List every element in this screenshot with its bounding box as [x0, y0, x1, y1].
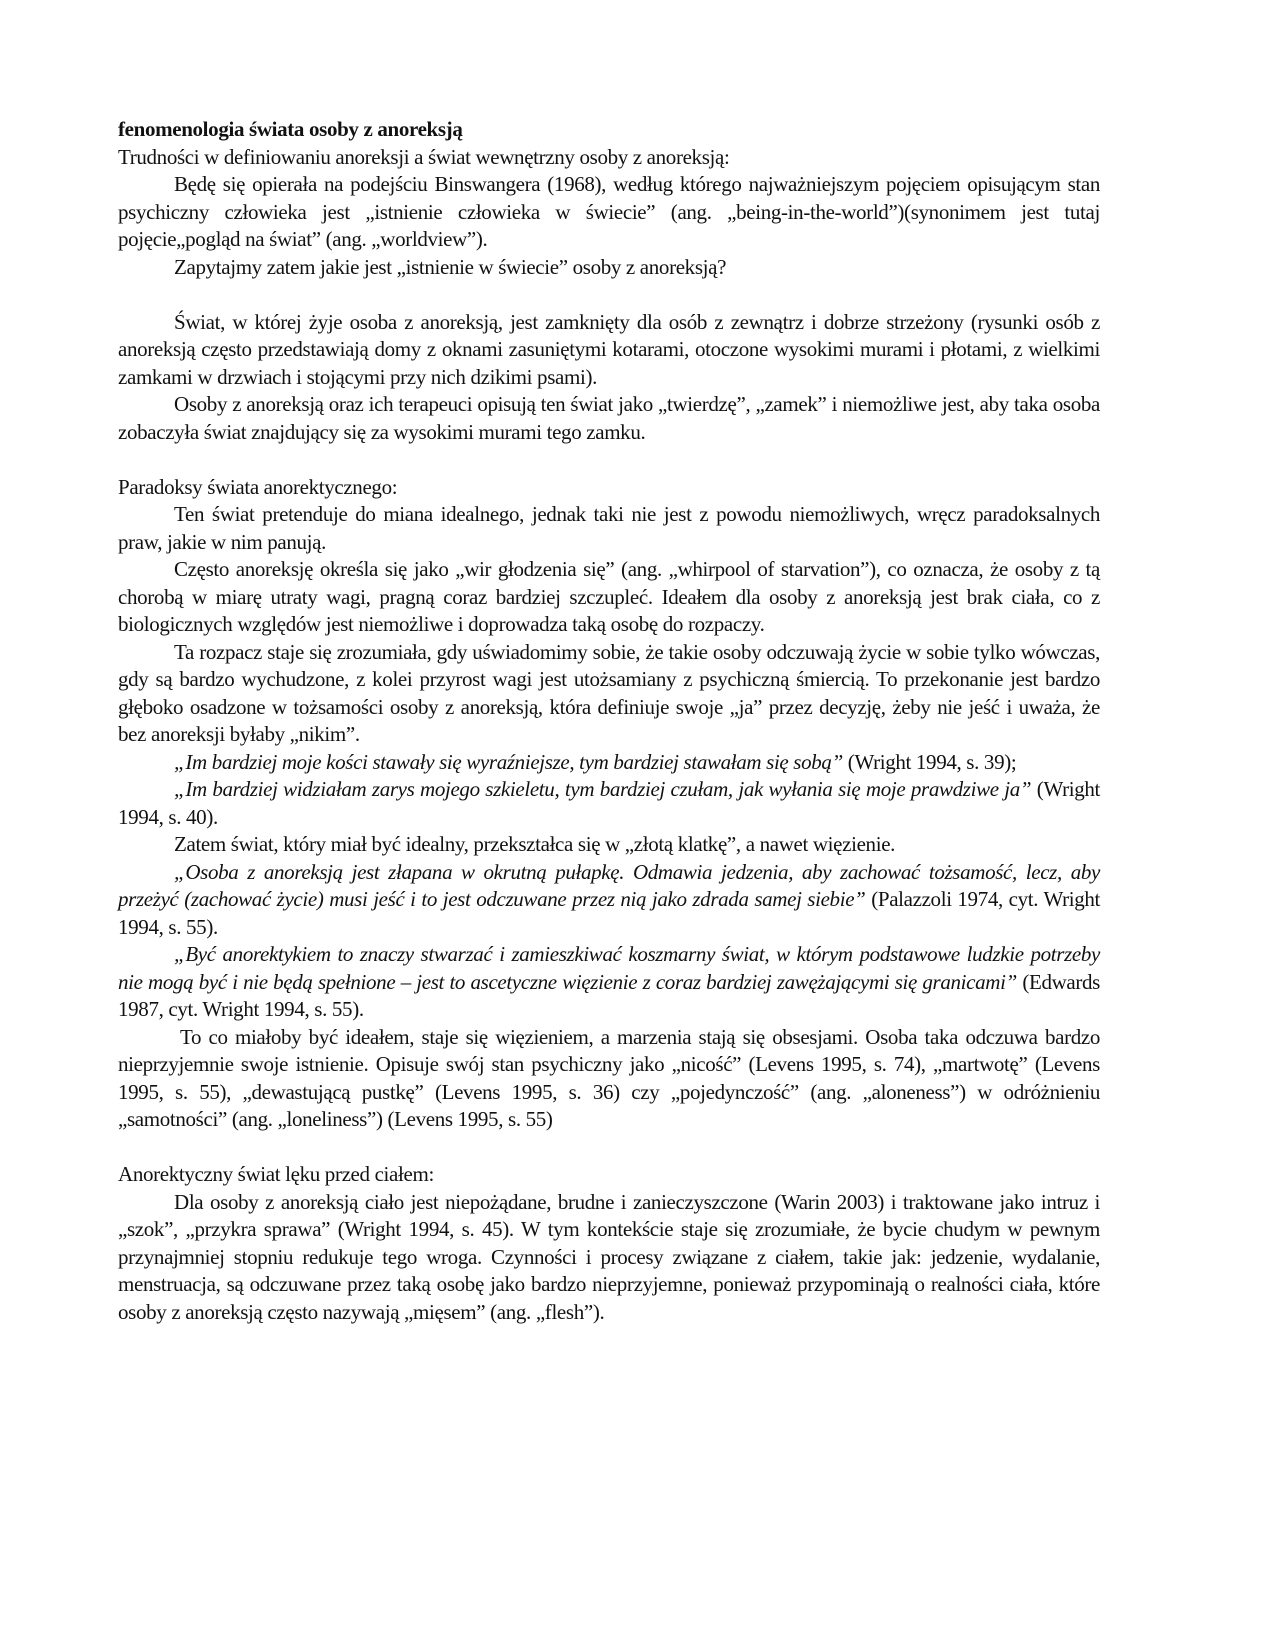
- section-heading-paradoxes: Paradoksy świata anorektycznego:: [118, 474, 398, 499]
- quote-text: „Osoba z anoreksją jest złapana w okrutną pułapkę. Odmawia jedzenia, aby zachować tożsamość, lecz, aby przeżyć (zachować życie) musi jeść i to jest odczuwane przez nią jako zdrada samej siebie”: [118, 859, 1100, 911]
- quote-citation: (Palazzoli 1974, cyt. Wright 1994, s. 55).: [118, 887, 1100, 939]
- quote-bones: [118, 749, 1100, 777]
- document-title: fenomenologia świata osoby z anoreksją: [118, 117, 463, 141]
- quote-citation: (Wright 1994, s. 39);: [842, 749, 1017, 774]
- document-page: [118, 116, 1100, 1326]
- quote-citation: (Wright 1994, s. 40).: [118, 777, 1100, 829]
- paragraph-golden-cage: Zatem świat, który miał być idealny, przekształca się w „złotą klatkę”, a nawet więzienie.: [174, 832, 896, 856]
- spacer: [118, 1134, 1100, 1162]
- section-heading-body-fear: Anorektyczny świat lęku przed ciałem:: [118, 1162, 434, 1186]
- paragraph-ideal-world: Ten świat pretenduje do miana idealnego, jednak taki nie jest z powodu niemożliwych, wręcz paradoksalnych praw, jakie w nim panują.: [118, 502, 1100, 554]
- spacer: [118, 446, 1100, 474]
- paragraph-fortress: Osoby z anoreksją oraz ich terapeuci opisują ten świat jako „twierdzę”, „zamek” i niemożliwe jest, aby taka osoba zobaczyła świat znajdujący się za wysokimi murami tego zamku.: [118, 392, 1100, 444]
- paragraph-prison: To co miałoby być ideałem, staje się więzieniem, a marzenia stają się obsesjami. Osoba taka odczuwa bardzo nieprzyjemnie swoje istnienie. Opisuje swój stan psychiczny jako „nicość” (Levens 1995, s. 74), „martwotę” (Levens 1995, s. 55), „dewastującą pustkę” (Levens 1995, s. 36) czy „pojedynczość” (ang. „aloneness”) w odróżnieniu „samotności” (ang. „loneliness”) (Levens 1995, s. 55): [118, 1024, 1100, 1131]
- spacer: [118, 281, 1100, 309]
- paragraph-despair: Ta rozpacz staje się zrozumiała, gdy uświadomimy sobie, że takie osoby odczuwają życie w sobie tylko wówczas, gdy są bardzo wychudzone, z kolei przyrost wagi jest utożsamiany z psychiczną śmiercią. To przekonanie jest bardzo głęboko osadzone w tożsamości osoby z anoreksją, która definiuje swoje „ja” przez decyzję, żeby nie jeść i uważa, że bez anoreksji byłaby „nikim”.: [118, 639, 1100, 746]
- paragraph-whirlpool: Często anoreksję określa się jako „wir głodzenia się” (ang. „whirpool of starvation”), co oznacza, że osoby z tą chorobą w miarę utraty wagi, pragną coraz bardziej szczupleć. Ideałem dla osoby z anoreksją jest brak ciała, co z biologicznych względów jest niemożliwe i doprowadza taką osobę do rozpaczy.: [118, 557, 1100, 636]
- quote-trap: [118, 859, 1100, 942]
- paragraph-body-intruder: Dla osoby z anoreksją ciało jest niepożądane, brudne i zanieczyszczone (Warin 2003) i traktowane jako intruz i „szok”, „przykra sprawa” (Wright 1994, s. 45). W tym kontekście staje się zrozumiałe, że bycie chudym w pewnym przynajmniej stopniu redukuje tego wroga. Czynności i procesy związane z ciałem, takie jak: jedzenie, wydalanie, menstruacja, są odczuwane przez taką osobę jako bardzo nieprzyjemne, ponieważ przypominają o realności ciała, które osoby z anoreksją często nazywają „mięsem” (ang. „flesh”).: [118, 1189, 1100, 1324]
- quote-text: „Im bardziej moje kości stawały się wyraźniejsze, tym bardziej stawałam się sobą”: [174, 749, 843, 774]
- paragraph-binswanger: Będę się opierała na podejściu Binswangera (1968), według którego najważniejszym pojęciem opisującym stan psychiczny człowieka jest „istnienie człowieka w świecie” (ang. „being-in-the-world”)(synonimem jest tutaj pojęcie„pogląd na świat” (ang. „worldview”).: [118, 172, 1100, 251]
- quote-text: „Im bardziej widziałam zarys mojego szkieletu, tym bardziej czułam, jak wyłania się moje prawdziwe ja”: [174, 777, 1032, 801]
- paragraph-closed-world: Świat, w której żyje osoba z anoreksją, jest zamknięty dla osób z zewnątrz i dobrze strzeżony (rysunki osób z anoreksją często przedstawiają domy z oknami zasuniętymi kotarami, otoczone wysokimi murami i płotami, z wielkimi zamkami w drzwiach i stojącymi przy nich dzikimi psami).: [118, 309, 1100, 389]
- quote-skeleton: [118, 776, 1100, 831]
- section-heading-definitions: Trudności w definiowaniu anoreksji a świat wewnętrzny osoby z anoreksją:: [118, 144, 730, 169]
- paragraph-question: Zapytajmy zatem jakie jest „istnienie w świecie” osoby z anoreksją?: [174, 254, 727, 279]
- quote-nightmare-world: [118, 941, 1100, 1024]
- quote-citation: (Edwards 1987, cyt. Wright 1994, s. 55).: [118, 969, 1100, 1021]
- quote-text: „Być anorektykiem to znaczy stwarzać i zamieszkiwać koszmarny świat, w którym podstawowe ludzkie potrzeby nie mogą być i nie będą spełnione – jest to ascetyczne więzienie z coraz bardziej zawężającymi się granicami”: [118, 942, 1100, 994]
